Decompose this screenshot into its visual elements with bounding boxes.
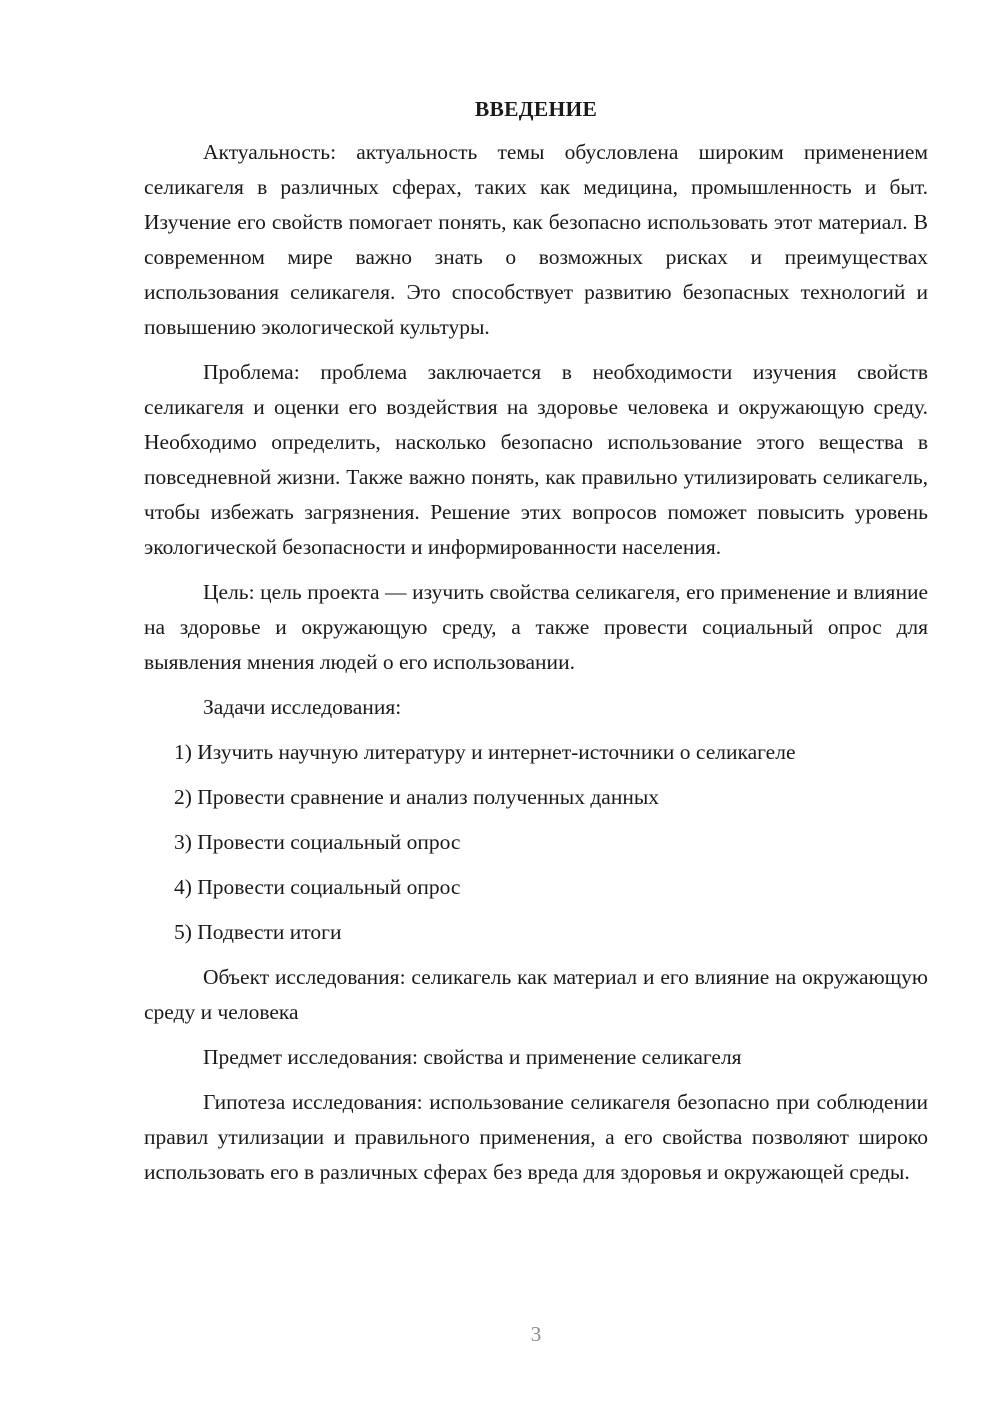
tasks-heading: Задачи исследования: <box>203 695 402 719</box>
section-title: ВВЕДЕНИЕ <box>474 97 598 121</box>
list-item: 3) Провести социальный опрос <box>174 830 461 854</box>
document-page <box>144 92 928 1200</box>
list-item: 4) Провести социальный опрос <box>174 875 461 899</box>
list-item: 2) Провести сравнение и анализ полученных данных <box>174 785 660 809</box>
subject-paragraph: Предмет исследования: свойства и применение селикагеля <box>203 1045 742 1069</box>
list-item: 5) Подвести итоги <box>174 920 342 944</box>
problem-paragraph: Проблема: проблема заключается в необходимости изучения свойств селикагеля и оценки его воздействия на здоровье человека и окружающую среду. Необходимо определить, насколько безопасно использование этого вещества в повседневной жизни. Также важно понять, как правильно утилизировать селикагель, чтобы избежать загрязнения. Решение этих вопросов поможет повысить уровень экологической безопасности и информированности населения. <box>144 360 928 559</box>
object-paragraph: Объект исследования: селикагель как материал и его влияние на окружающую среду и человека <box>144 965 928 1024</box>
goal-paragraph: Цель: цель проекта — изучить свойства селикагеля, его применение и влияние на здоровье и окружающую среду, а также провести социальный опрос для выявления мнения людей о его использовании. <box>144 580 928 674</box>
relevance-paragraph: Актуальность: актуальность темы обусловлена широким применением селикагеля в различных сферах, таких как медицина, промышленность и быт. Изучение его свойств помогает понять, как безопасно использовать этот материал. В современном мире важно знать о возможных рисках и преимуществах использования селикагеля. Это способствует развитию безопасных технологий и повышению экологической культуры. <box>144 140 928 339</box>
list-item: 1) Изучить научную литературу и интернет-источники о селикагеле <box>174 740 796 764</box>
hypothesis-paragraph: Гипотеза исследования: использование селикагеля безопасно при соблюдении правил утилизации и правильного применения, а его свойства позволяют широко использовать его в различных сферах без вреда для здоровья и окружающей среды. <box>144 1090 928 1184</box>
page-number: 3 <box>530 1322 542 1346</box>
tasks-list <box>144 735 928 950</box>
